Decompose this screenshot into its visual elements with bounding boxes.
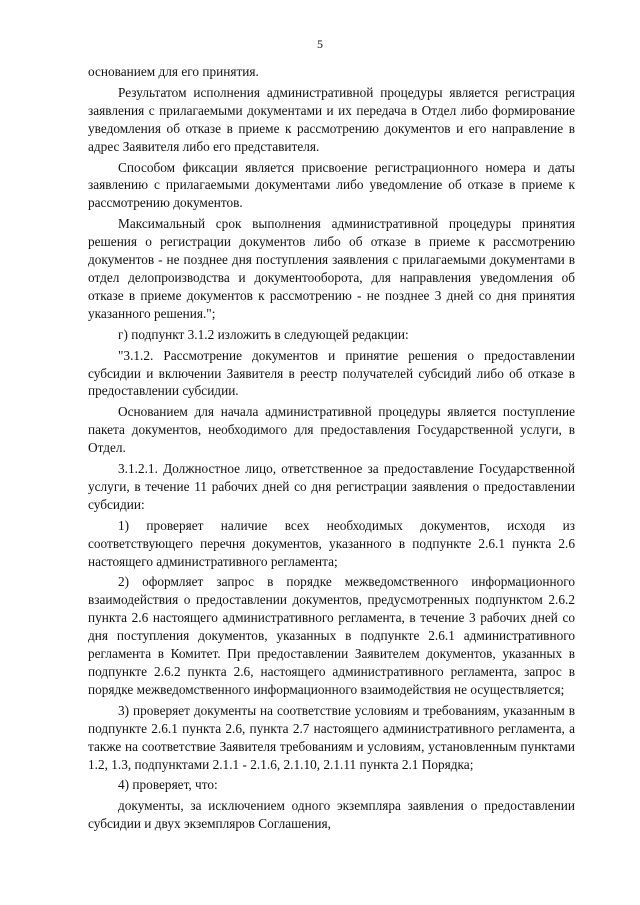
paragraph: 1) проверяет наличие всех необходимых документов, исходя из соответствующего перечня документов, указанного в подпункте 2.6.1 пункта 2.6 настоящего административного регламента; bbox=[88, 517, 575, 569]
page-number: 5 bbox=[317, 37, 323, 51]
paragraph: Способом фиксации является присвоение регистрационного номера и даты заявлению с прилагаемыми документами либо уведомление об отказе в приеме к рассмотрению документов. bbox=[88, 159, 575, 211]
paragraph: Основанием для начала административной процедуры является поступление пакета документов, необходимого для предоставления Государственной услуги, в Отдел. bbox=[88, 404, 575, 456]
paragraph: 3.1.2.1. Должностное лицо, ответственное за предоставление Государственной услуги, в течение 11 рабочих дней со дня регистрации заявления о предоставлении субсидии: bbox=[88, 461, 575, 512]
paragraph: основанием для его принятия. bbox=[88, 64, 259, 79]
paragraph: "3.1.2. Рассмотрение документов и принятие решения о предоставлении субсидии и включении Заявителя в реестр получателей субсидий либо об отказе в предоставлении субсидии. bbox=[88, 347, 575, 399]
paragraph: 4) проверяет, что: bbox=[118, 777, 218, 793]
paragraph: 3) проверяет документы на соответствие условиям и требованиям, указанным в подпункте 2.6.1 пункта 2.6, пункта 2.7 настоящего административного регламента, а также на соответствие Заявителя требованиям и условиям, установленным пунктами 1.2, 1.3, подпунктами 2.1.1 - 2.1.6, 2.1.10, 2.1.11 пункта 2.1 Порядка; bbox=[88, 702, 575, 772]
paragraph: 2) оформляет запрос в порядке межведомственного информационного взаимодействия о предоставлении документов, предусмотренных подпунктом 2.6.2 пункта 2.6 настоящего административного регламента, в течение 3 рабочих дней со дня поступления документов, указанных в подпункте 2.6.1 административного регламента в Комитет. При предоставлении Заявителем документов, указанных в подпункте 2.6.2 пункта 2.6, настоящего административного регламента, запрос в порядке межведомственного информационного взаимодействия не осуществляется; bbox=[88, 574, 575, 697]
document-body bbox=[88, 63, 575, 836]
paragraph: Результатом исполнения административной процедуры является регистрация заявления с прилагаемыми документами и их передача в Отдел либо формирование уведомления об отказе в приеме к рассмотрению документов и его направление в адрес Заявителя либо его представителя. bbox=[88, 84, 575, 154]
paragraph: Максимальный срок выполнения административной процедуры принятия решения о регистрации документов либо об отказе в приеме к рассмотрению документов - не позднее дня поступления заявления с прилагаемыми документами в отдел делопроизводства и документооборота, для направления уведомления об отказе в приеме документов к рассмотрению - не позднее 3 дней со дня принятия указанного решения."; bbox=[88, 216, 575, 321]
paragraph: документы, за исключением одного экземпляра заявления о предоставлении субсидии и двух экземпляров Соглашения, bbox=[88, 798, 575, 832]
paragraph: г) подпункт 3.1.2 изложить в следующей редакции: bbox=[118, 326, 409, 342]
